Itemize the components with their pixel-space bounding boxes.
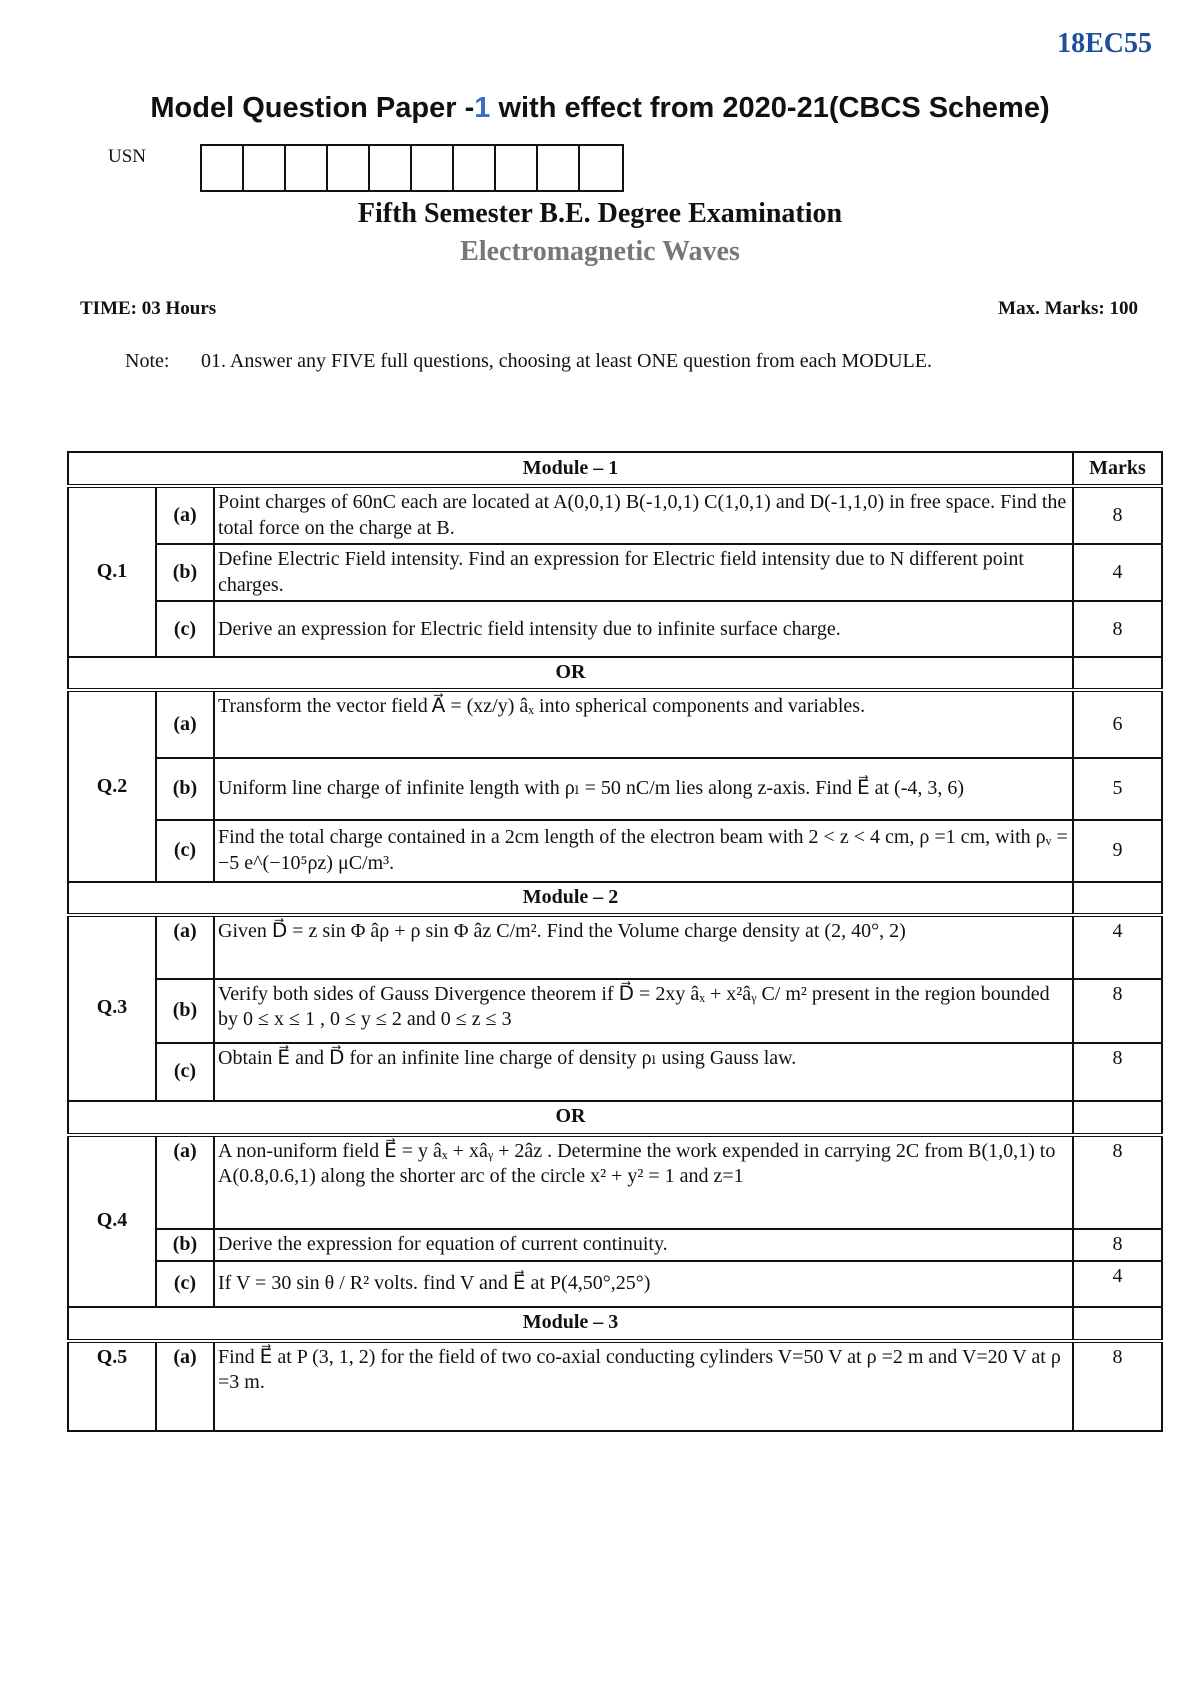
- usn-box: [538, 146, 580, 190]
- subject-name: Electromagnetic Waves: [460, 236, 740, 267]
- question-marks: 9: [1073, 820, 1162, 882]
- question-text: Find the total charge contained in a 2cm length of the electron beam with 2 < z < 4 cm, ρ =1 cm, with ρᵥ = −5 e^(−10⁵ρz) μC/m³.: [214, 820, 1073, 882]
- usn-box: [496, 146, 538, 190]
- module-heading: Module – 2: [68, 882, 1073, 915]
- question-marks: 8: [1073, 1043, 1162, 1101]
- part-label: (c): [156, 601, 214, 657]
- max-marks: Max. Marks: 100: [998, 298, 1138, 319]
- usn-box: [328, 146, 370, 190]
- part-label: (b): [156, 979, 214, 1043]
- question-number: Q.3: [68, 915, 156, 1101]
- question-marks: 6: [1073, 690, 1162, 758]
- usn-box: [580, 146, 622, 190]
- or-divider: OR: [68, 657, 1073, 690]
- time-allowed: TIME: 03 Hours: [80, 298, 217, 319]
- module-heading: Module – 1: [68, 452, 1073, 486]
- question-text: Transform the vector field A⃗ = (xz/y) âₓ into spherical components and variables.: [214, 690, 1073, 758]
- subject-code: 18EC55: [1057, 28, 1152, 59]
- question-text: Verify both sides of Gauss Divergence theorem if D⃗ = 2xy âₓ + x²âᵧ C/ m² present in the region bounded by 0 ≤ x ≤ 1 , 0 ≤ y ≤ 2 and 0 ≤ z ≤ 3: [214, 979, 1073, 1043]
- question-text: Derive the expression for equation of current continuity.: [214, 1229, 1073, 1261]
- part-label: (b): [156, 758, 214, 820]
- paper-title: [0, 92, 1200, 125]
- question-text: Find E⃗ at P (3, 1, 2) for the field of two co-axial conducting cylinders V=50 V at ρ =2 m and V=20 V at ρ =3 m.: [214, 1341, 1073, 1431]
- part-label: (a): [156, 915, 214, 979]
- question-marks: 8: [1073, 1135, 1162, 1229]
- question-marks: 4: [1073, 1261, 1162, 1307]
- question-marks: 8: [1073, 1341, 1162, 1431]
- question-text: Uniform line charge of infinite length with ρₗ = 50 nC/m lies along z-axis. Find E⃗ at (-4, 3, 6): [214, 758, 1073, 820]
- part-label: (a): [156, 1341, 214, 1431]
- part-label: (a): [156, 690, 214, 758]
- usn-label: USN: [108, 146, 147, 167]
- part-label: (a): [156, 1135, 214, 1229]
- part-label: (a): [156, 486, 214, 544]
- usn-box: [370, 146, 412, 190]
- question-text: Obtain E⃗ and D⃗ for an infinite line charge of density ρₗ using Gauss law.: [214, 1043, 1073, 1101]
- empty-cell: [1073, 657, 1162, 690]
- part-label: (b): [156, 1229, 214, 1261]
- usn-boxes: [200, 144, 624, 192]
- question-table: [67, 451, 1163, 1432]
- note-label: Note:: [125, 350, 170, 372]
- question-number: Q.4: [68, 1135, 156, 1307]
- question-marks: 5: [1073, 758, 1162, 820]
- usn-box: [412, 146, 454, 190]
- question-text: Derive an expression for Electric field intensity due to infinite surface charge.: [214, 601, 1073, 657]
- note: [125, 350, 932, 373]
- question-marks: 8: [1073, 1229, 1162, 1261]
- empty-cell: [1073, 1307, 1162, 1341]
- question-marks: 4: [1073, 915, 1162, 979]
- question-marks: 8: [1073, 486, 1162, 544]
- module-heading: Module – 3: [68, 1307, 1073, 1341]
- or-divider: OR: [68, 1101, 1073, 1135]
- question-text: If V = 30 sin θ / R² volts. find V and E⃗ at P(4,50°,25°): [214, 1261, 1073, 1307]
- title-suffix: with effect from 2020-21(CBCS Scheme): [490, 92, 1050, 124]
- title-number: 1: [474, 92, 491, 124]
- usn-box: [244, 146, 286, 190]
- empty-cell: [1073, 882, 1162, 915]
- usn-box: [286, 146, 328, 190]
- part-label: (c): [156, 820, 214, 882]
- question-marks: 4: [1073, 544, 1162, 601]
- exam-title: Fifth Semester B.E. Degree Examination: [357, 198, 843, 229]
- empty-cell: [1073, 1101, 1162, 1135]
- part-label: (c): [156, 1261, 214, 1307]
- part-label: (c): [156, 1043, 214, 1101]
- question-text: Point charges of 60nC each are located at A(0,0,1) B(-1,0,1) C(1,0,1) and D(-1,1,0) in free space. Find the total force on the charge at B.: [214, 486, 1073, 544]
- question-number: Q.5: [68, 1341, 156, 1431]
- question-text: Define Electric Field intensity. Find an expression for Electric field intensity due to N different point charges.: [214, 544, 1073, 601]
- usn-box: [202, 146, 244, 190]
- question-number: Q.1: [68, 486, 156, 657]
- title-prefix: Model Question Paper -: [150, 92, 475, 124]
- note-text: 01. Answer any FIVE full questions, choosing at least ONE question from each MODULE.: [201, 350, 932, 372]
- marks-header: Marks: [1073, 452, 1162, 486]
- question-marks: 8: [1073, 601, 1162, 657]
- part-label: (b): [156, 544, 214, 601]
- question-marks: 8: [1073, 979, 1162, 1043]
- question-text: A non-uniform field E⃗ = y âₓ + xâᵧ + 2âz . Determine the work expended in carrying 2C from B(1,0,1) to A(0.8,0.6,1) along the shorter arc of the circle x² + y² = 1 and z=1: [214, 1135, 1073, 1229]
- question-text: Given D⃗ = z sin Φ âρ + ρ sin Φ âz C/m². Find the Volume charge density at (2, 40°, 2): [214, 915, 1073, 979]
- usn-box: [454, 146, 496, 190]
- question-number: Q.2: [68, 690, 156, 882]
